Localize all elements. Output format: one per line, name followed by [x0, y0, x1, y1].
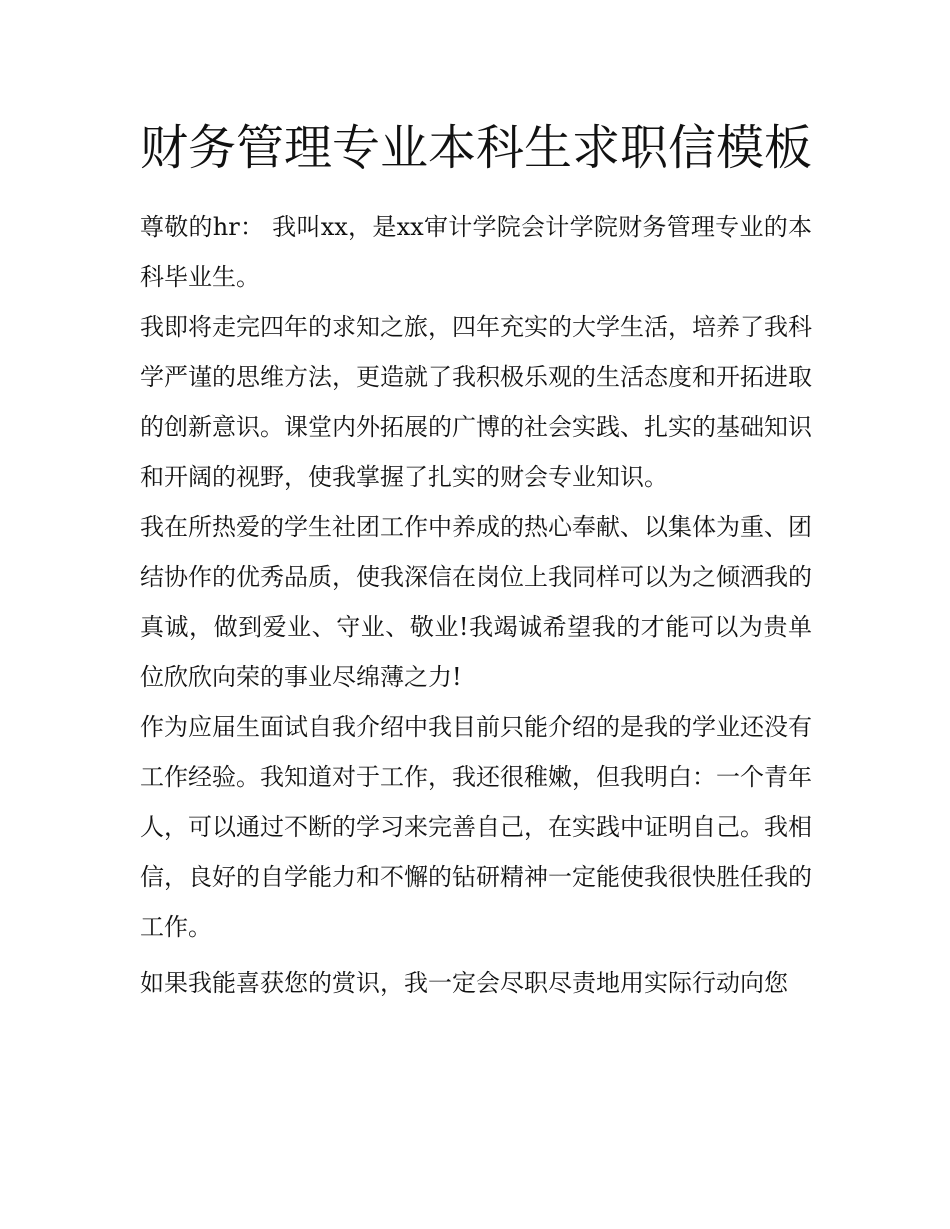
- document-body: [140, 202, 812, 1008]
- document-content: [140, 112, 812, 1008]
- document-title: 财务管理专业本科生求职信模板: [140, 120, 813, 176]
- paragraph-greeting: 尊敬的hr： 我叫xx，是xx审计学院会计学院财务管理专业的本科毕业生。: [140, 213, 812, 291]
- paragraph-club-work: 我在所热爱的学生社团工作中养成的热心奉献、以集体为重、团结协作的优秀品质，使我深信在岗位上我同样可以为之倾洒我的真诚，做到爱业、守业、敬业!我竭诚希望我的才能可以为贵单位欣欣向荣的事业尽绵薄之力!: [140, 513, 812, 691]
- paragraph-education: 我即将走完四年的求知之旅，四年充实的大学生活，培养了我科学严谨的思维方法，更造就了我积极乐观的生活态度和开拓进取的创新意识。课堂内外拓展的广博的社会实践、扎实的基础知识和开阔的视野，使我掌握了扎实的财会专业知识。: [140, 313, 812, 491]
- paragraph-experience: 作为应届生面试自我介绍中我目前只能介绍的是我的学业还没有工作经验。我知道对于工作，我还很稚嫩，但我明白：一个青年人，可以通过不断的学习来完善自己，在实践中证明自己。我相信，良好的自学能力和不懈的钻研精神一定能使我很快胜任我的工作。: [140, 713, 812, 941]
- paragraph-closing: 如果我能喜获您的赏识，我一定会尽职尽责地用实际行动向您: [140, 969, 788, 997]
